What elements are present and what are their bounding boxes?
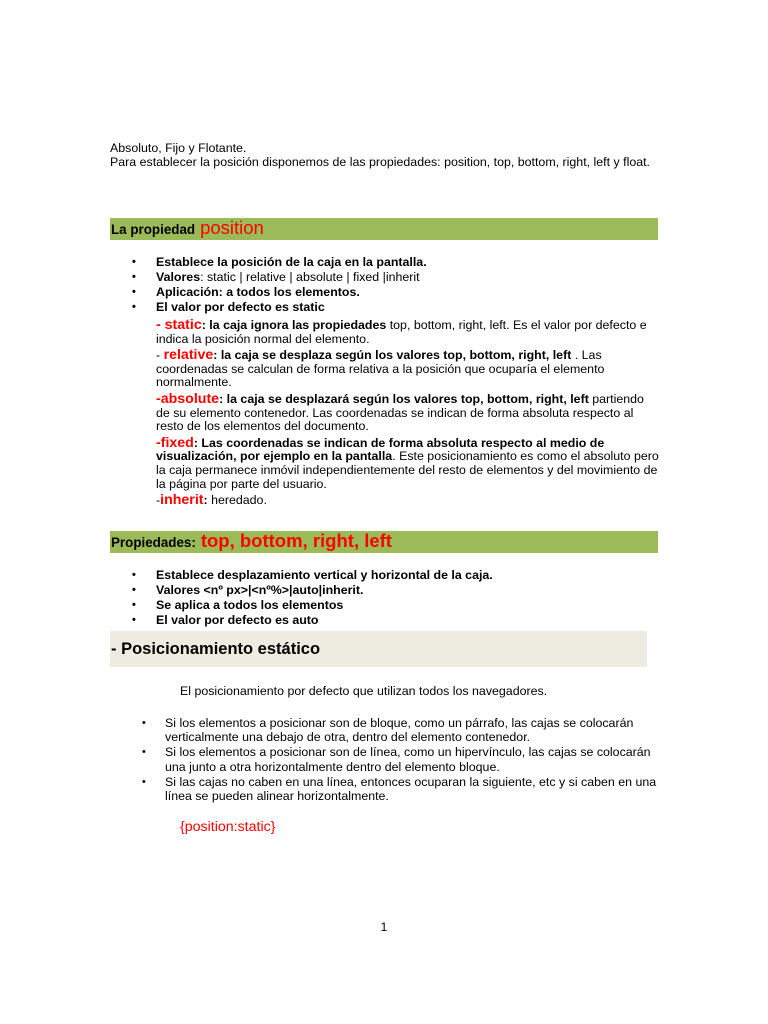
section-heading-offsets	[110, 531, 658, 553]
value-text: heredado.	[207, 493, 267, 508]
offsets-bullet-list	[130, 568, 493, 628]
value-keyword: inherit	[160, 492, 204, 509]
value-bold-text: : la caja se desplazará según los valores top, bottom, right, left	[219, 391, 589, 406]
intro	[110, 141, 650, 169]
heading-label: Propiedades:	[111, 534, 196, 550]
value-keyword: fixed	[160, 434, 194, 451]
list-item: • Si los elementos a posicionar son de bloque, como un párrafo, las cajas se colocarán verticalmente una debajo de otra, dentro del elemento contenedor.	[140, 716, 660, 744]
list-item: • Aplicación: a todos los elementos.	[130, 285, 427, 300]
value-absolute	[156, 390, 661, 434]
list-item: • El valor por defecto es auto	[130, 613, 493, 628]
value-inherit	[156, 494, 661, 508]
bullet-rest: : static | relative | absolute | fixed |inherit	[200, 270, 420, 284]
heading-label: La propiedad	[111, 221, 196, 237]
value-bold-text: : Las coordenadas se indican de forma absoluta respecto al medio de visualización, por ejemplo en la pantalla	[156, 435, 605, 464]
position-values	[156, 319, 661, 511]
value-text: partiendo de su elemento contenedor. Las coordenadas se indican de forma absoluta respecto al resto de los elementos del documento.	[156, 391, 644, 434]
value-bold-text: : la caja ignora las propiedades	[201, 318, 387, 332]
value-prefix: -	[156, 434, 161, 451]
value-keyword: relative	[163, 347, 214, 364]
value-bold-text: :	[203, 493, 208, 508]
list-item: • Se aplica a todos los elementos	[130, 598, 493, 613]
page-number: 1	[380, 920, 388, 934]
value-prefix: -	[156, 390, 161, 407]
value-text: . Las coordenadas se calculan de forma relativa a la posición que ocuparía el elemento normalmente.	[156, 348, 605, 390]
heading-keyword: position	[200, 217, 264, 238]
heading-keyword: top, bottom, right, left	[200, 530, 392, 551]
list-item: • Establece desplazamiento vertical y horizontal de la caja.	[130, 568, 493, 583]
value-keyword: static	[164, 317, 202, 333]
static-section-title: - Posicionamiento estático	[110, 631, 647, 667]
value-fixed	[156, 434, 661, 491]
value-prefix: -	[156, 493, 161, 508]
list-item: • Establece la posición de la caja en la pantalla.	[130, 255, 427, 270]
value-relative	[156, 349, 661, 390]
value-bold-text: : la caja se desplaza según los valores top, bottom, right, left	[213, 348, 572, 363]
list-item	[130, 270, 427, 285]
value-text: . Este posicionamiento es como el absoluto pero la caja permanece inmóvil independientemente del resto de elementos y del movimiento de la página por parte del usuario.	[156, 449, 659, 491]
intro-title: Absoluto, Fijo y Flotante.	[110, 141, 247, 155]
value-prefix: -	[156, 348, 164, 363]
list-item: • Si las cajas no caben en una línea, entonces ocuparan la siguiente, etc y si caben en una línea se pueden alinear horizontalmente.	[140, 775, 660, 803]
value-keyword: absolute	[160, 390, 220, 407]
value-text: top, bottom, right, left. Es el valor por defecto e indica la posición normal del elemento.	[156, 318, 647, 346]
list-item: • Valores <nº px>|<nº%>|auto|inherit.	[130, 583, 493, 598]
bullet-label: Valores	[156, 270, 201, 284]
list-item: • El valor por defecto es static	[130, 300, 427, 315]
intro-text: Para establecer la posición disponemos de las propiedades: position, top, bottom, right, left y float.	[110, 155, 650, 170]
value-static	[156, 319, 661, 346]
section-heading-position	[110, 218, 658, 240]
list-item: • Si los elementos a posicionar son de línea, como un hipervínculo, las cajas se colocarán una junto a otra horizontalmente dentro del elemento bloque.	[140, 745, 660, 773]
static-bullet-list	[140, 716, 660, 804]
value-prefix: -	[156, 317, 165, 333]
position-bullet-list	[130, 255, 427, 315]
code-snippet: {position:static}	[180, 819, 276, 835]
static-description: El posicionamiento por defecto que utilizan todos los navegadores.	[180, 684, 548, 698]
